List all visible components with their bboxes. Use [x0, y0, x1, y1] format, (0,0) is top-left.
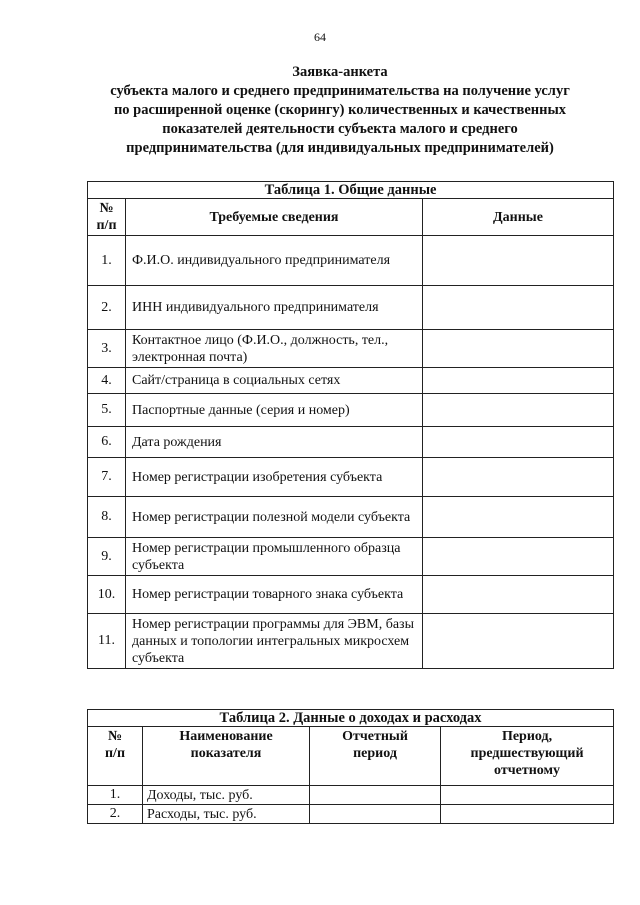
column-header-num-symbol: № [99, 201, 114, 216]
row-field-label: Ф.И.О. индивидуального предпринимателя [126, 236, 423, 286]
table2-title: Таблица 2. Данные о доходах и расходах [88, 710, 614, 727]
column-header-previous-line: предшествующий [470, 746, 584, 761]
row-value-cell[interactable] [423, 538, 614, 576]
row-previous-value-cell[interactable] [441, 805, 614, 824]
column-header-current-period [310, 727, 441, 786]
column-header-field: Требуемые сведения [126, 199, 423, 236]
row-value-cell[interactable] [423, 614, 614, 669]
row-num: 6. [88, 427, 126, 458]
table-row [88, 394, 614, 427]
row-num: 4. [88, 368, 126, 394]
row-current-value-cell[interactable] [310, 805, 441, 824]
form-title-line: субъекта малого и среднего предпринимательства на получение услуг [110, 83, 570, 99]
row-num: 1. [88, 236, 126, 286]
column-header-value: Данные [423, 199, 614, 236]
column-header-num-symbol: № [107, 729, 123, 744]
row-num: 2. [88, 805, 143, 824]
row-num: 11. [88, 614, 126, 669]
row-field-label: Номер регистрации программы для ЭВМ, базы данных и топологии интегральных микросхем субъекта [126, 614, 423, 669]
row-num: 9. [88, 538, 126, 576]
table-row [88, 368, 614, 394]
column-header-previous-period [441, 727, 614, 786]
column-header-current-line: период [353, 746, 397, 761]
row-num: 3. [88, 330, 126, 368]
row-field-label: Контактное лицо (Ф.И.О., должность, тел., электронная почта) [126, 330, 423, 368]
table-row [88, 538, 614, 576]
row-field-label: Дата рождения [126, 427, 423, 458]
page-number: 64 [314, 30, 326, 44]
row-num: 7. [88, 458, 126, 497]
column-header-previous-line: Период, [501, 729, 553, 744]
row-value-cell[interactable] [423, 236, 614, 286]
row-num: 2. [88, 286, 126, 330]
column-header-num-text: п/п [104, 746, 126, 761]
table-row [88, 286, 614, 330]
income-expense-table [87, 709, 614, 824]
table-row [88, 497, 614, 538]
row-num: 8. [88, 497, 126, 538]
row-value-cell[interactable] [423, 458, 614, 497]
form-title-line: Заявка-анкета [292, 64, 388, 80]
column-header-indicator-line: показателя [190, 746, 262, 761]
form-title-line: показателей деятельности субъекта малого и среднего [162, 121, 518, 137]
row-num: 10. [88, 576, 126, 614]
row-value-cell[interactable] [423, 427, 614, 458]
column-header-indicator-line: Наименование [179, 729, 273, 744]
column-header-previous-line: отчетному [494, 763, 561, 778]
column-header-current-line: Отчетный [342, 729, 408, 744]
table-row [88, 805, 614, 824]
row-value-cell[interactable] [423, 576, 614, 614]
table-row [88, 330, 614, 368]
row-value-cell[interactable] [423, 330, 614, 368]
row-num: 5. [88, 394, 126, 427]
row-field-label: ИНН индивидуального предпринимателя [126, 286, 423, 330]
row-num: 1. [88, 786, 143, 805]
table-row [88, 786, 614, 805]
row-field-label: Сайт/страница в социальных сетях [126, 368, 423, 394]
table1-title: Таблица 1. Общие данные [88, 182, 614, 199]
row-field-label: Номер регистрации полезной модели субъекта [126, 497, 423, 538]
table-row [88, 427, 614, 458]
column-header-num-text: п/п [96, 218, 117, 233]
row-current-value-cell[interactable] [310, 786, 441, 805]
row-value-cell[interactable] [423, 394, 614, 427]
row-value-cell[interactable] [423, 368, 614, 394]
row-field-label: Номер регистрации промышленного образца субъекта [126, 538, 423, 576]
table-row [88, 458, 614, 497]
form-title [60, 63, 620, 158]
row-indicator-label: Доходы, тыс. руб. [143, 786, 310, 805]
form-title-line: по расширенной оценке (скорингу) количественных и качественных [113, 102, 567, 118]
row-field-label: Номер регистрации изобретения субъекта [126, 458, 423, 497]
row-previous-value-cell[interactable] [441, 786, 614, 805]
column-header-num [88, 727, 143, 786]
column-header-num [88, 199, 126, 236]
row-field-label: Номер регистрации товарного знака субъекта [126, 576, 423, 614]
form-title-line: предпринимательства (для индивидуальных предпринимателей) [126, 140, 554, 156]
table-row [88, 236, 614, 286]
column-header-indicator [143, 727, 310, 786]
row-indicator-label: Расходы, тыс. руб. [143, 805, 310, 824]
row-value-cell[interactable] [423, 286, 614, 330]
general-data-table [87, 181, 614, 669]
table-row [88, 576, 614, 614]
row-value-cell[interactable] [423, 497, 614, 538]
row-field-label: Паспортные данные (серия и номер) [126, 394, 423, 427]
table-row [88, 614, 614, 669]
